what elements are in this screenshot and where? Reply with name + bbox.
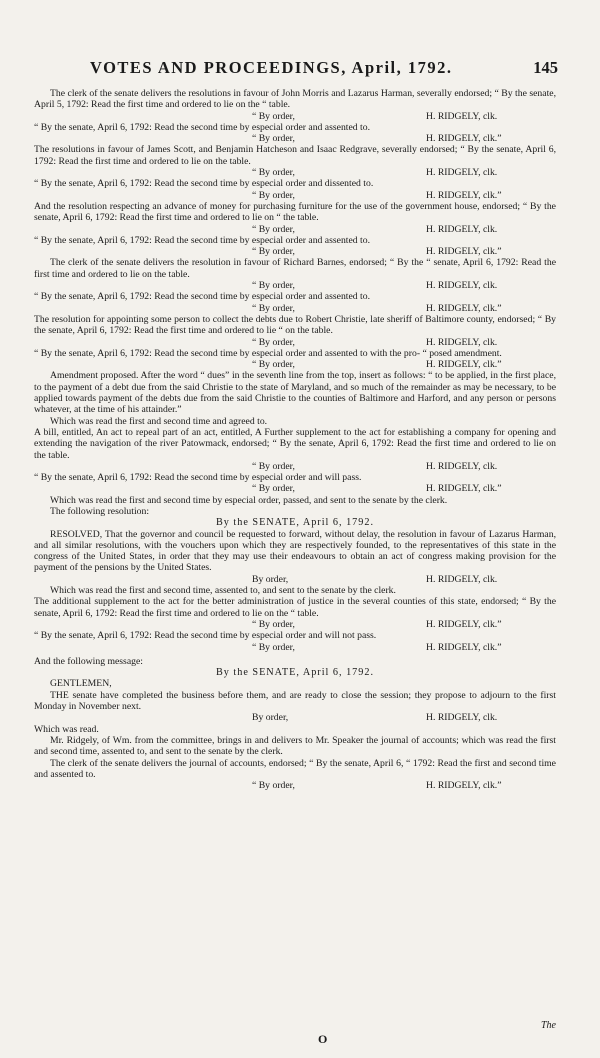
running-title: VOTES AND PROCEEDINGS, April, 1792.: [90, 58, 453, 77]
signature-line: “ By order, H. RIDGELY, clk.”: [252, 483, 502, 495]
page-number: 145: [533, 58, 558, 77]
signature-line: “ By order, H. RIDGELY, clk.: [252, 110, 498, 122]
paragraph: The additional supplement to the act for the better administration of justice in the several counties of this state, endorsed; “ By the senate, April 6, 1792: Read the first time and ordered to lie on the “ table.: [34, 596, 556, 619]
signature-line: “ By order, H. RIDGELY, clk.”: [252, 641, 502, 653]
signature-line: “ By order, H. RIDGELY, clk.”: [252, 780, 502, 792]
paragraph: Which was read the first and second time, assented to, and sent to the senate by the clerk.: [50, 585, 396, 597]
signature-mark: O: [318, 1032, 328, 1046]
signature-line: “ By order, H. RIDGELY, clk.: [252, 223, 498, 235]
paragraph: And the following message:: [34, 655, 143, 667]
signature-line: “ By order, H. RIDGELY, clk.”: [252, 359, 502, 371]
signature-line: “ By order, H. RIDGELY, clk.”: [252, 302, 502, 314]
paragraph: Mr. Ridgely, of Wm. from the committee, brings in and delivers to Mr. Speaker the journal of accounts; which was read the first and second time, assented to, and sent to the senate by the clerk.: [34, 734, 556, 758]
paragraph: “ By the senate, April 6, 1792: Read the second time by especial order and assented to.: [34, 121, 371, 133]
paragraph: The clerk of the senate delivers the resolution in favour of Richard Barnes, endorsed; “ By the “ senate, April 6, 1792: Read the first time and ordered to lie on the table.: [34, 257, 556, 280]
resolution-text: RESOLVED, That the governor and council be requested to forward, without delay, the resolution in favour of Lazarus Harman, and all similar resolutions, with the vouchers upon which they are respectively founded, to the representatives of this state in the congress of the United States, in order that they may use their endeavours to obtain an act of congress making provision for the payment of the pensions by the United States.: [34, 528, 556, 574]
signature-line: “ By order, H. RIDGELY, clk.: [252, 167, 498, 179]
signature-line: “ By order, H. RIDGELY, clk.: [252, 460, 498, 472]
paragraph: Which was read the first and second time by especial order, passed, and sent to the senate by the clerk.: [50, 494, 448, 506]
signature-line: “ By order, H. RIDGELY, clk.”: [252, 618, 502, 630]
paragraph: “ By the senate, April 6, 1792: Read the second time by especial order and will not pass.: [34, 630, 377, 642]
signature-line: “ By order, H. RIDGELY, clk.: [252, 336, 498, 348]
senate-heading: By the SENATE, April 6, 1792.: [215, 667, 375, 679]
message-text: THE senate have completed the business before them, and are ready to close the session; they propose to adjourn to the first Monday in November next.: [34, 689, 556, 713]
paragraph: “ By the senate, April 6, 1792: Read the second time by especial order and dissented to.: [34, 178, 374, 190]
paragraph: The resolution for appointing some person to collect the debts due to Robert Christie, late sheriff of Baltimore county, endorsed; “ By the senate, April 6, 1792: Read the first time and ordered to lie “ on the table.: [34, 313, 556, 337]
paragraph: The resolutions in favour of James Scott, and Benjamin Hatcheson and Isaac Redgrave, severally endorsed; “ By the senate, April 6, 1792: Read the first time and ordered to lie on the table.: [34, 144, 556, 167]
signature-line: By order, H. RIDGELY, clk.: [252, 573, 498, 585]
document-body: [34, 88, 556, 791]
signature-line: “ By order, H. RIDGELY, clk.”: [252, 246, 502, 258]
signature-line: By order, H. RIDGELY, clk.: [252, 712, 498, 724]
paragraph: “ By the senate, April 6, 1792: Read the second time by especial order and assented to with the pro- “ posed amendment.: [34, 347, 502, 359]
paragraph: “ By the senate, April 6, 1792: Read the second time by especial order and assented to.: [34, 291, 371, 303]
paragraph: “ By the senate, April 6, 1792: Read the second time by especial order and assented to.: [34, 234, 371, 246]
page-header: [86, 58, 558, 78]
salutation: GENTLEMEN,: [50, 678, 112, 690]
paragraph: Which was read the first and second time and agreed to.: [50, 415, 268, 427]
signature-line: “ By order, H. RIDGELY, clk.”: [252, 133, 502, 145]
signature-line: “ By order, H. RIDGELY, clk.”: [252, 189, 502, 201]
paragraph: Amendment proposed. After the word “ dues” in the seventh line from the top, insert as follows: “ to be applied, in the first place, to the payment of a debt due from the said Christie to the state of Maryland, and so much of the remainder as may be necessary, to be applied towards payment of the debts due from the said Christie to the counties of Baltimore and Harford, and any person or persons whatever, at the time of his attainder.”: [34, 370, 556, 416]
catchword: The: [541, 1020, 556, 1031]
paragraph: The clerk of the senate delivers the resolutions in favour of John Morris and Lazarus Harman, severally endorsed; “ By the senate, April 5, 1792: Read the first time and ordered to lie on the “ table.: [34, 88, 556, 111]
paragraph: A bill, entitled, An act to repeal part of an act, entitled, A Further supplement to the act for establishing a company for opening and extending the navigation of the river Patowmack, endorsed; “ By the senate, April 6, 1792: Read the first time and ordered to lie on the table.: [34, 426, 556, 461]
signature-line: “ By order, H. RIDGELY, clk.: [252, 280, 498, 292]
senate-heading: By the SENATE, April 6, 1792.: [215, 517, 375, 529]
paragraph: “ By the senate, April 6, 1792: Read the second time by especial order and will pass.: [34, 472, 362, 484]
paragraph: The clerk of the senate delivers the journal of accounts, endorsed; “ By the senate, April 6, “ 1792: Read the first and second time and assented to.: [34, 757, 556, 780]
paragraph: The following resolution:: [50, 505, 150, 517]
paragraph: And the resolution respecting an advance of money for purchasing furniture for the use of the government house, endorsed; “ By the senate, April 6, 1792: Read the first time and ordered to lie on “ the table.: [34, 200, 556, 224]
paragraph: Which was read.: [34, 723, 99, 735]
